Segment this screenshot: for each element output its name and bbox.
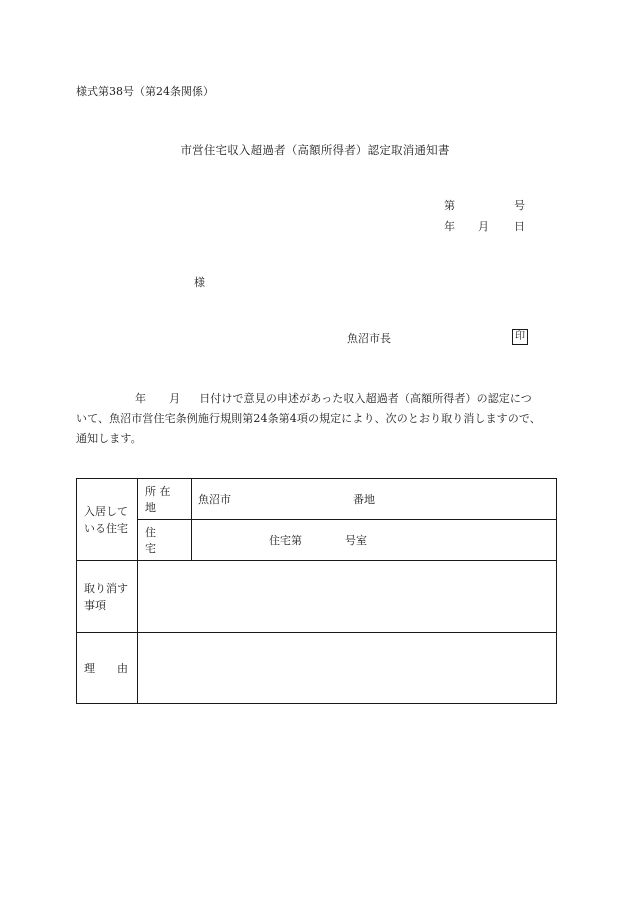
details-table [76,478,557,704]
date-year: 年 [444,220,455,233]
doc-number-prefix: 第 [444,199,455,212]
residence-label-2: いる住宅 [84,521,128,535]
form-number: 様式第38号（第24条関係） [76,85,214,98]
addressee-honorific: 様 [194,276,205,289]
reason-label-2: 由 [117,662,128,675]
table-row [77,561,557,633]
date-day: 日 [514,220,525,233]
housing-label-2: 宅 [145,542,156,555]
location-label-cell [138,479,192,520]
notice-body-line-1 [76,389,556,409]
table-row [77,633,557,704]
notice-body-line-2: いて、魚沼市営住宅条例施行規則第24条第4項の規定により、次のとおり取り消しますので、 [76,412,541,425]
residence-label-cell [77,479,138,561]
location-banchi: 番地 [353,493,375,506]
location-value-cell [192,479,557,520]
date-month: 月 [478,220,489,233]
document-title-text: 市営住宅収入超過者（高額所得者）認定取消通知書 [180,143,450,157]
housing-room: 号室 [345,534,367,547]
cancel-label-2: 事項 [84,598,106,612]
table-row [77,520,557,561]
doc-number-suffix: 号 [514,199,525,212]
sender-name: 魚沼市長 [347,332,391,345]
table-row [77,479,557,520]
notice-body-line-3: 通知します。 [76,432,142,445]
cancel-items-label-cell [77,561,138,633]
housing-label-cell [138,520,192,561]
body-year: 年 [135,392,147,405]
reason-label-1: 理 [84,662,95,675]
document-title [0,142,630,158]
cancel-label-1: 取り消す [84,581,128,595]
location-label: 所 在 地 [145,485,171,514]
notice-body [76,389,556,449]
body-month: 月 [169,392,181,405]
seal-stamp: 印 [512,329,528,345]
housing-name: 住宅第 [269,534,302,547]
reason-label-cell [77,633,138,704]
cancel-items-value-cell [138,561,557,633]
housing-value-cell [192,520,557,561]
housing-label-1: 住 [145,526,156,539]
body-line1-text: 日付けで意見の申述があった収入超過者（高額所得者）の認定につ [199,392,532,405]
residence-label-1: 入居して [84,504,128,518]
location-city: 魚沼市 [198,493,231,506]
reason-value-cell [138,633,557,704]
